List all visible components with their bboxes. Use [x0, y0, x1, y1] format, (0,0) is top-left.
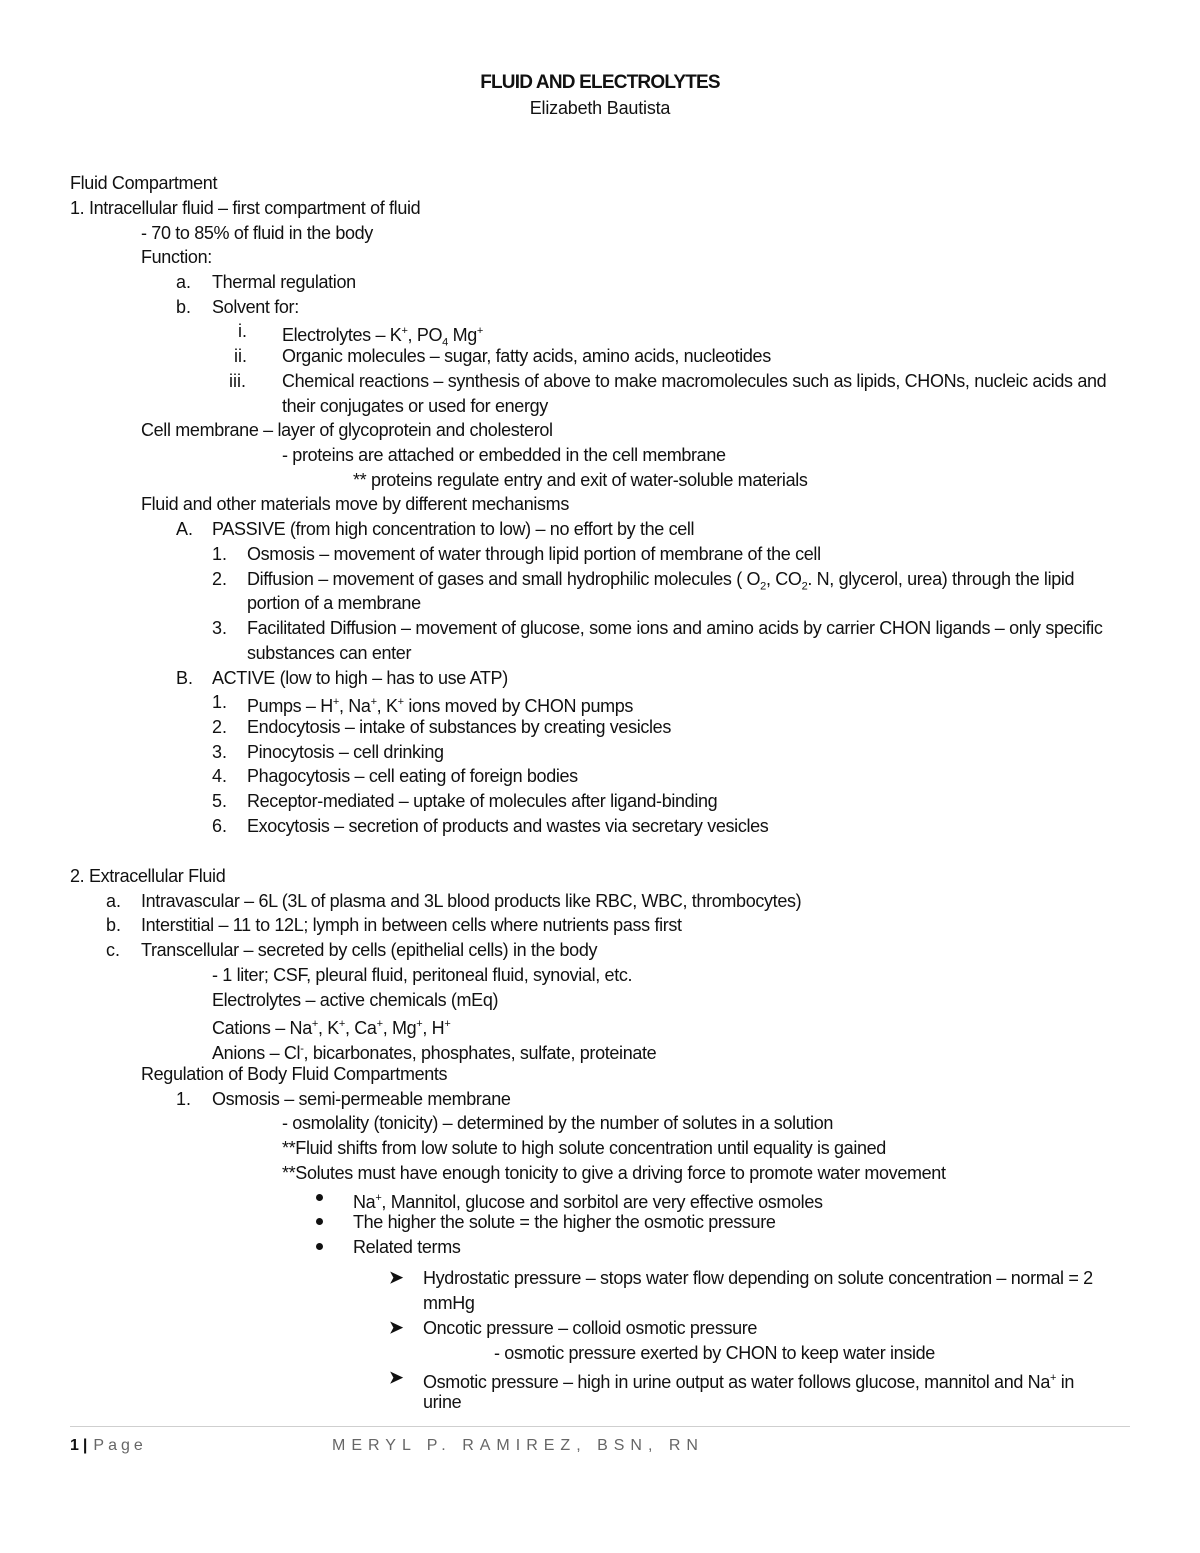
text-line: Electrolytes – active chemicals (mEq): [212, 990, 499, 1010]
bullet-item: Related terms: [353, 1237, 461, 1257]
bullet-icon: [316, 1194, 323, 1201]
list-marker: 5.: [212, 791, 228, 811]
list-item-continuation: substances can enter: [247, 643, 412, 663]
document-title: FLUID AND ELECTROLYTES: [480, 72, 720, 93]
footer-author: MERYL P. RAMIREZ, BSN, RN: [332, 1437, 704, 1454]
arrow-item: Oncotic pressure – colloid osmotic pressure: [423, 1318, 758, 1338]
list-item: Interstitial – 11 to 12L; lymph in between cells where nutrients pass first: [141, 915, 682, 935]
list-item: Chemical reactions – synthesis of above to make macromolecules such as lipids, CHONs, nucleic acids and: [282, 371, 1107, 391]
list-marker: 2.: [212, 717, 228, 737]
text-line: ** proteins regulate entry and exit of water-soluble materials: [353, 470, 808, 490]
list-marker: b.: [106, 915, 122, 935]
list-marker: ii.: [234, 346, 247, 366]
list-item: Facilitated Diffusion – movement of glucose, some ions and amino acids by carrier CHON ligands – only specific: [247, 618, 1103, 638]
list-item: Endocytosis – intake of substances by creating vesicles: [247, 717, 671, 737]
text-line: - proteins are attached or embedded in the cell membrane: [282, 445, 726, 465]
arrow-bullet-icon: ➤: [389, 1268, 404, 1287]
list-marker: a.: [106, 891, 122, 911]
text-line: Cell membrane – layer of glycoprotein and cholesterol: [141, 420, 553, 440]
list-marker: 6.: [212, 816, 228, 836]
list-item: Receptor-mediated – uptake of molecules after ligand-binding: [247, 791, 718, 811]
list-item: Intravascular – 6L (3L of plasma and 3L blood products like RBC, WBC, thrombocytes): [141, 891, 802, 911]
list-item: Thermal regulation: [212, 272, 356, 292]
section-heading: Fluid Compartment: [70, 173, 218, 193]
footer-divider: [70, 1426, 1130, 1427]
list-marker: 3.: [212, 618, 228, 638]
text-line: Function:: [141, 247, 212, 267]
list-marker: A.: [176, 519, 194, 539]
bullet-item: The higher the solute = the higher the osmotic pressure: [353, 1212, 776, 1232]
list-item: Osmosis – semi-permeable membrane: [212, 1089, 511, 1109]
list-marker: 3.: [212, 742, 228, 762]
text-line: Regulation of Body Fluid Compartments: [141, 1064, 448, 1084]
list-marker: B.: [176, 668, 194, 688]
list-marker: 1.: [212, 544, 228, 564]
bullet-item: Na+, Mannitol, glucose and sorbitol are very effective osmoles: [353, 1192, 823, 1212]
list-item: PASSIVE (from high concentration to low) – no effort by the cell: [212, 519, 695, 539]
arrow-item-continuation: mmHg: [423, 1293, 475, 1313]
text-line: - 1 liter; CSF, pleural fluid, peritoneal fluid, synovial, etc.: [212, 965, 633, 985]
arrow-bullet-icon: ➤: [389, 1318, 404, 1337]
bullet-icon: [316, 1243, 323, 1250]
footer-page-number: 1 | Page: [70, 1437, 147, 1454]
text-line: Cations – Na+, K+, Ca+, Mg+, H+: [212, 1018, 451, 1038]
list-marker: i.: [238, 321, 247, 341]
list-item: Exocytosis – secretion of products and wastes via secretary vesicles: [247, 816, 769, 836]
text-line: **Fluid shifts from low solute to high solute concentration until equality is gained: [282, 1138, 886, 1158]
list-item: Phagocytosis – cell eating of foreign bodies: [247, 766, 578, 786]
arrow-bullet-icon: ➤: [389, 1368, 404, 1387]
arrow-item: Osmotic pressure – high in urine output as water follows glucose, mannitol and Na+ in: [423, 1372, 1075, 1392]
list-item: Osmosis – movement of water through lipid portion of membrane of the cell: [247, 544, 821, 564]
list-item: Pumps – H+, Na+, K+ ions moved by CHON pumps: [247, 696, 634, 716]
list-marker: c.: [106, 940, 121, 960]
list-item-continuation: their conjugates or used for energy: [282, 396, 548, 416]
bullet-icon: [316, 1218, 323, 1225]
list-marker: iii.: [229, 371, 246, 391]
list-marker: 4.: [212, 766, 228, 786]
section-heading: 2. Extracellular Fluid: [70, 866, 226, 886]
section-heading: 1. Intracellular fluid – first compartment of fluid: [70, 198, 421, 218]
list-item: Transcellular – secreted by cells (epithelial cells) in the body: [141, 940, 598, 960]
text-line: Anions – Cl-, bicarbonates, phosphates, sulfate, proteinate: [212, 1043, 657, 1063]
list-marker: b.: [176, 297, 192, 317]
list-item: Electrolytes – K+, $PO_4$ Mg+: [282, 325, 483, 349]
list-marker: 1.: [212, 692, 228, 712]
list-item: Organic molecules – sugar, fatty acids, amino acids, nucleotides: [282, 346, 771, 366]
arrow-item-continuation: urine: [423, 1392, 462, 1412]
list-item: Pinocytosis – cell drinking: [247, 742, 444, 762]
list-marker: 1.: [176, 1089, 192, 1109]
arrow-item: Hydrostatic pressure – stops water flow depending on solute concentration – normal = 2: [423, 1268, 1093, 1288]
list-item: Diffusion – movement of gases and small hydrophilic molecules ( $O_2$, $CO_2$. N, glycerol, urea) through the lipid: [247, 569, 1075, 593]
text-line: Fluid and other materials move by different mechanisms: [141, 494, 569, 514]
text-line: - osmolality (tonicity) – determined by the number of solutes in a solution: [282, 1113, 834, 1133]
text-line: - osmotic pressure exerted by CHON to keep water inside: [494, 1343, 935, 1363]
text-line: - 70 to 85% of fluid in the body: [141, 223, 373, 243]
document-author: Elizabeth Bautista: [529, 98, 671, 118]
list-item: Solvent for:: [212, 297, 299, 317]
text-line: **Solutes must have enough tonicity to give a driving force to promote water movement: [282, 1163, 946, 1183]
list-item-continuation: portion of a membrane: [247, 593, 421, 613]
list-marker: a.: [176, 272, 192, 292]
list-item: ACTIVE (low to high – has to use ATP): [212, 668, 508, 688]
list-marker: 2.: [212, 569, 228, 589]
